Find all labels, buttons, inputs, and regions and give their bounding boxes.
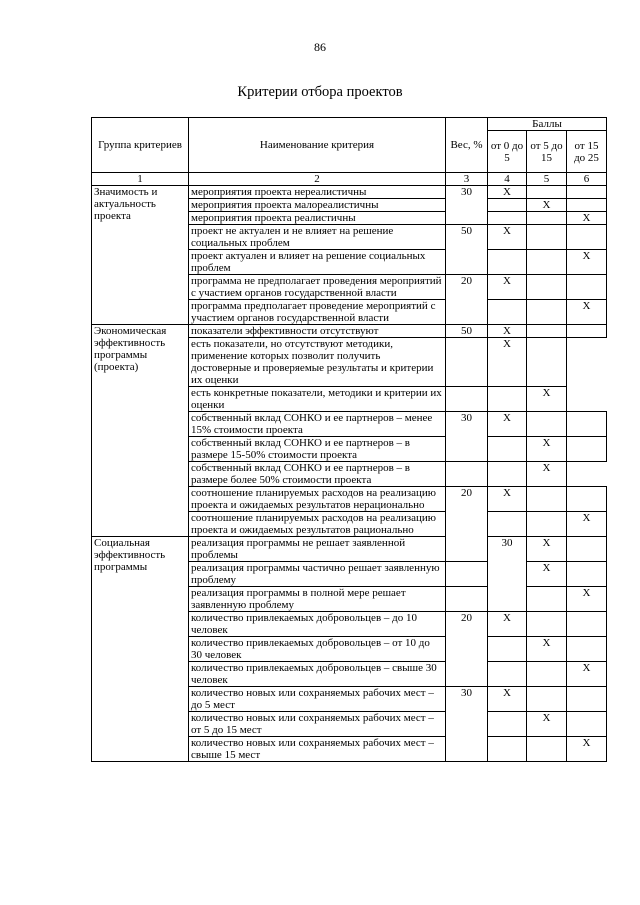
header-points-15-25: от 15 до 25 bbox=[567, 131, 607, 173]
header-points-0-5: от 0 до 5 bbox=[488, 131, 527, 173]
score-cell bbox=[527, 662, 567, 687]
score-cell bbox=[567, 437, 607, 462]
criterion-text: собственный вклад СОНКО и ее партнеров – в размере более 50% стоимости проекта bbox=[189, 462, 446, 487]
criterion-text: реализация программы не решает заявленной проблемы bbox=[189, 537, 446, 562]
score-cell bbox=[567, 487, 607, 512]
score-cell bbox=[527, 212, 567, 225]
score-mark: X bbox=[542, 537, 551, 549]
score-mark: X bbox=[542, 199, 551, 211]
score-cell bbox=[488, 687, 527, 712]
criterion-weight: 30 bbox=[446, 186, 488, 225]
score-cell bbox=[527, 325, 567, 338]
score-cell bbox=[567, 250, 607, 275]
criterion-text: соотношение планируемых расходов на реализацию проекта и ожидаемых результатов нерационально bbox=[189, 487, 446, 512]
column-number: 4 bbox=[488, 173, 527, 186]
page-title: Критерии отбора проектов bbox=[237, 84, 403, 100]
column-number: 3 bbox=[446, 173, 488, 186]
criterion-text: мероприятия проекта малореалистичны bbox=[189, 199, 446, 212]
criterion-weight: 50 bbox=[446, 225, 488, 275]
score-cell bbox=[446, 562, 488, 587]
criterion-text: количество новых или сохраняемых рабочих мест – до 5 мест bbox=[189, 687, 446, 712]
score-cell bbox=[488, 437, 527, 462]
header-points: Баллы bbox=[488, 118, 607, 131]
criterion-weight: 20 bbox=[446, 487, 488, 562]
score-cell bbox=[488, 212, 527, 225]
score-cell bbox=[488, 637, 527, 662]
score-cell bbox=[567, 199, 607, 212]
criterion-text: собственный вклад СОНКО и ее партнеров – в размере 15-50% стоимости проекта bbox=[189, 437, 446, 462]
criteria-table bbox=[91, 117, 607, 762]
criterion-text: проект актуален и влияет на решение социальных проблем bbox=[189, 250, 446, 275]
score-cell bbox=[488, 737, 527, 762]
header-weight: Вес, % bbox=[446, 118, 488, 173]
score-cell bbox=[567, 662, 607, 687]
score-cell bbox=[567, 412, 607, 437]
score-mark: X bbox=[582, 212, 591, 224]
score-cell bbox=[527, 338, 567, 387]
score-mark: X bbox=[582, 737, 591, 749]
score-cell bbox=[527, 737, 567, 762]
score-cell bbox=[488, 387, 527, 412]
criterion-text: количество новых или сохраняемых рабочих мест – свыше 15 мест bbox=[189, 737, 446, 762]
score-cell bbox=[527, 637, 567, 662]
criterion-weight: 20 bbox=[446, 612, 488, 687]
criterion-text: соотношение планируемых расходов на реализацию проекта и ожидаемых результатов рационально bbox=[189, 512, 446, 537]
score-mark: X bbox=[503, 225, 511, 237]
table-row bbox=[92, 186, 607, 199]
score-cell bbox=[567, 587, 607, 612]
score-cell bbox=[488, 325, 527, 338]
score-cell bbox=[488, 412, 527, 437]
score-cell bbox=[567, 562, 607, 587]
criterion-weight: 30 bbox=[446, 687, 488, 762]
criterion-text: программа предполагает проведение мероприятий с участием органов государственной власти bbox=[189, 300, 446, 325]
score-cell bbox=[527, 250, 567, 275]
score-cell bbox=[567, 300, 607, 325]
score-mark: X bbox=[542, 462, 551, 474]
score-mark: X bbox=[503, 687, 511, 699]
score-cell bbox=[527, 387, 567, 412]
score-mark: X bbox=[503, 612, 511, 624]
score-mark: X bbox=[542, 387, 551, 399]
criterion-text: есть показатели, но отсутствуют методики, применение которых позволит получить достоверные и проверяемые результаты и критерии их оценки bbox=[189, 338, 446, 387]
column-number: 6 bbox=[567, 173, 607, 186]
score-mark: X bbox=[542, 712, 551, 724]
score-cell bbox=[527, 537, 567, 562]
score-cell bbox=[446, 387, 488, 412]
score-cell bbox=[527, 275, 567, 300]
header-criterion: Наименование критерия bbox=[189, 118, 446, 173]
score-cell bbox=[527, 612, 567, 637]
score-cell bbox=[567, 212, 607, 225]
criterion-weight: 30 bbox=[446, 412, 488, 462]
column-number: 2 bbox=[189, 173, 446, 186]
score-cell bbox=[567, 275, 607, 300]
criterion-text: собственный вклад СОНКО и ее партнеров – менее 15% стоимости проекта bbox=[189, 412, 446, 437]
score-mark: X bbox=[542, 637, 551, 649]
score-cell bbox=[567, 737, 607, 762]
criterion-weight: 20 bbox=[446, 275, 488, 325]
score-cell bbox=[527, 199, 567, 212]
score-mark: X bbox=[503, 412, 511, 424]
table-row bbox=[92, 325, 607, 338]
header-group: Группа критериев bbox=[92, 118, 189, 173]
column-number: 5 bbox=[527, 173, 567, 186]
score-mark: X bbox=[542, 437, 551, 449]
criterion-text: количество привлекаемых добровольцев – свыше 30 человек bbox=[189, 662, 446, 687]
score-cell bbox=[488, 512, 527, 537]
criterion-text: количество привлекаемых добровольцев – до 10 человек bbox=[189, 612, 446, 637]
score-cell bbox=[567, 712, 607, 737]
score-cell bbox=[567, 225, 607, 250]
criterion-weight: 50 bbox=[446, 325, 488, 338]
score-mark: X bbox=[582, 512, 591, 524]
score-cell bbox=[527, 487, 567, 512]
score-cell bbox=[527, 225, 567, 250]
column-number: 1 bbox=[92, 173, 189, 186]
score-cell bbox=[488, 199, 527, 212]
score-cell bbox=[527, 300, 567, 325]
score-mark: X bbox=[503, 325, 511, 337]
score-cell bbox=[488, 462, 527, 487]
criterion-text: количество новых или сохраняемых рабочих мест – от 5 до 15 мест bbox=[189, 712, 446, 737]
score-mark: X bbox=[582, 662, 591, 674]
score-cell bbox=[446, 338, 488, 387]
score-cell bbox=[567, 612, 607, 637]
criterion-text: реализация программы в полной мере решает заявленную проблему bbox=[189, 587, 446, 612]
score-mark: X bbox=[542, 562, 551, 574]
criterion-text: проект не актуален и не влияет на решение социальных проблем bbox=[189, 225, 446, 250]
score-cell bbox=[527, 186, 567, 199]
score-cell bbox=[527, 512, 567, 537]
score-mark: X bbox=[503, 186, 511, 198]
score-mark: X bbox=[582, 587, 591, 599]
criterion-text: мероприятия проекта реалистичны bbox=[189, 212, 446, 225]
criterion-text: программа не предполагает проведения мероприятий с участием органов государственной власти bbox=[189, 275, 446, 300]
header-points-5-15: от 5 до 15 bbox=[527, 131, 567, 173]
criteria-table-body bbox=[92, 186, 607, 762]
score-cell bbox=[527, 462, 567, 487]
score-cell bbox=[446, 462, 488, 487]
score-mark: X bbox=[582, 300, 591, 312]
score-cell bbox=[567, 637, 607, 662]
criterion-text: есть конкретные показатели, методики и критерии их оценки bbox=[189, 387, 446, 412]
criterion-text: реализация программы частично решает заявленную проблему bbox=[189, 562, 446, 587]
criterion-text: мероприятия проекта нереалистичны bbox=[189, 186, 446, 199]
score-cell bbox=[527, 412, 567, 437]
score-cell bbox=[567, 512, 607, 537]
score-mark: X bbox=[503, 487, 511, 499]
page-number: 86 bbox=[314, 40, 326, 54]
score-cell bbox=[488, 186, 527, 199]
score-cell bbox=[488, 712, 527, 737]
criteria-group-name: Значимость и актуальность проекта bbox=[92, 186, 189, 325]
score-cell bbox=[527, 587, 567, 612]
score-mark: X bbox=[503, 275, 511, 287]
score-cell bbox=[488, 300, 527, 325]
criteria-group-name: Экономическая эффективность программы (проекта) bbox=[92, 325, 189, 537]
score-cell bbox=[567, 687, 607, 712]
score-cell bbox=[527, 437, 567, 462]
criterion-text: количество привлекаемых добровольцев – от 10 до 30 человек bbox=[189, 637, 446, 662]
score-cell bbox=[567, 325, 607, 338]
score-cell bbox=[527, 562, 567, 587]
criterion-weight: 30 bbox=[488, 537, 527, 612]
score-cell bbox=[527, 687, 567, 712]
score-mark: X bbox=[582, 250, 591, 262]
score-cell bbox=[527, 712, 567, 737]
criteria-group-name: Социальная эффективность программы bbox=[92, 537, 189, 762]
score-cell bbox=[488, 662, 527, 687]
score-mark: X bbox=[503, 338, 511, 350]
score-cell bbox=[488, 275, 527, 300]
score-cell bbox=[488, 250, 527, 275]
column-number-row bbox=[92, 173, 607, 186]
score-cell bbox=[446, 587, 488, 612]
score-cell bbox=[567, 186, 607, 199]
score-cell bbox=[488, 487, 527, 512]
score-cell bbox=[488, 225, 527, 250]
table-row bbox=[92, 537, 607, 562]
score-cell bbox=[488, 338, 527, 387]
criterion-text: показатели эффективности отсутствуют bbox=[189, 325, 446, 338]
score-cell bbox=[488, 612, 527, 637]
score-cell bbox=[567, 537, 607, 562]
